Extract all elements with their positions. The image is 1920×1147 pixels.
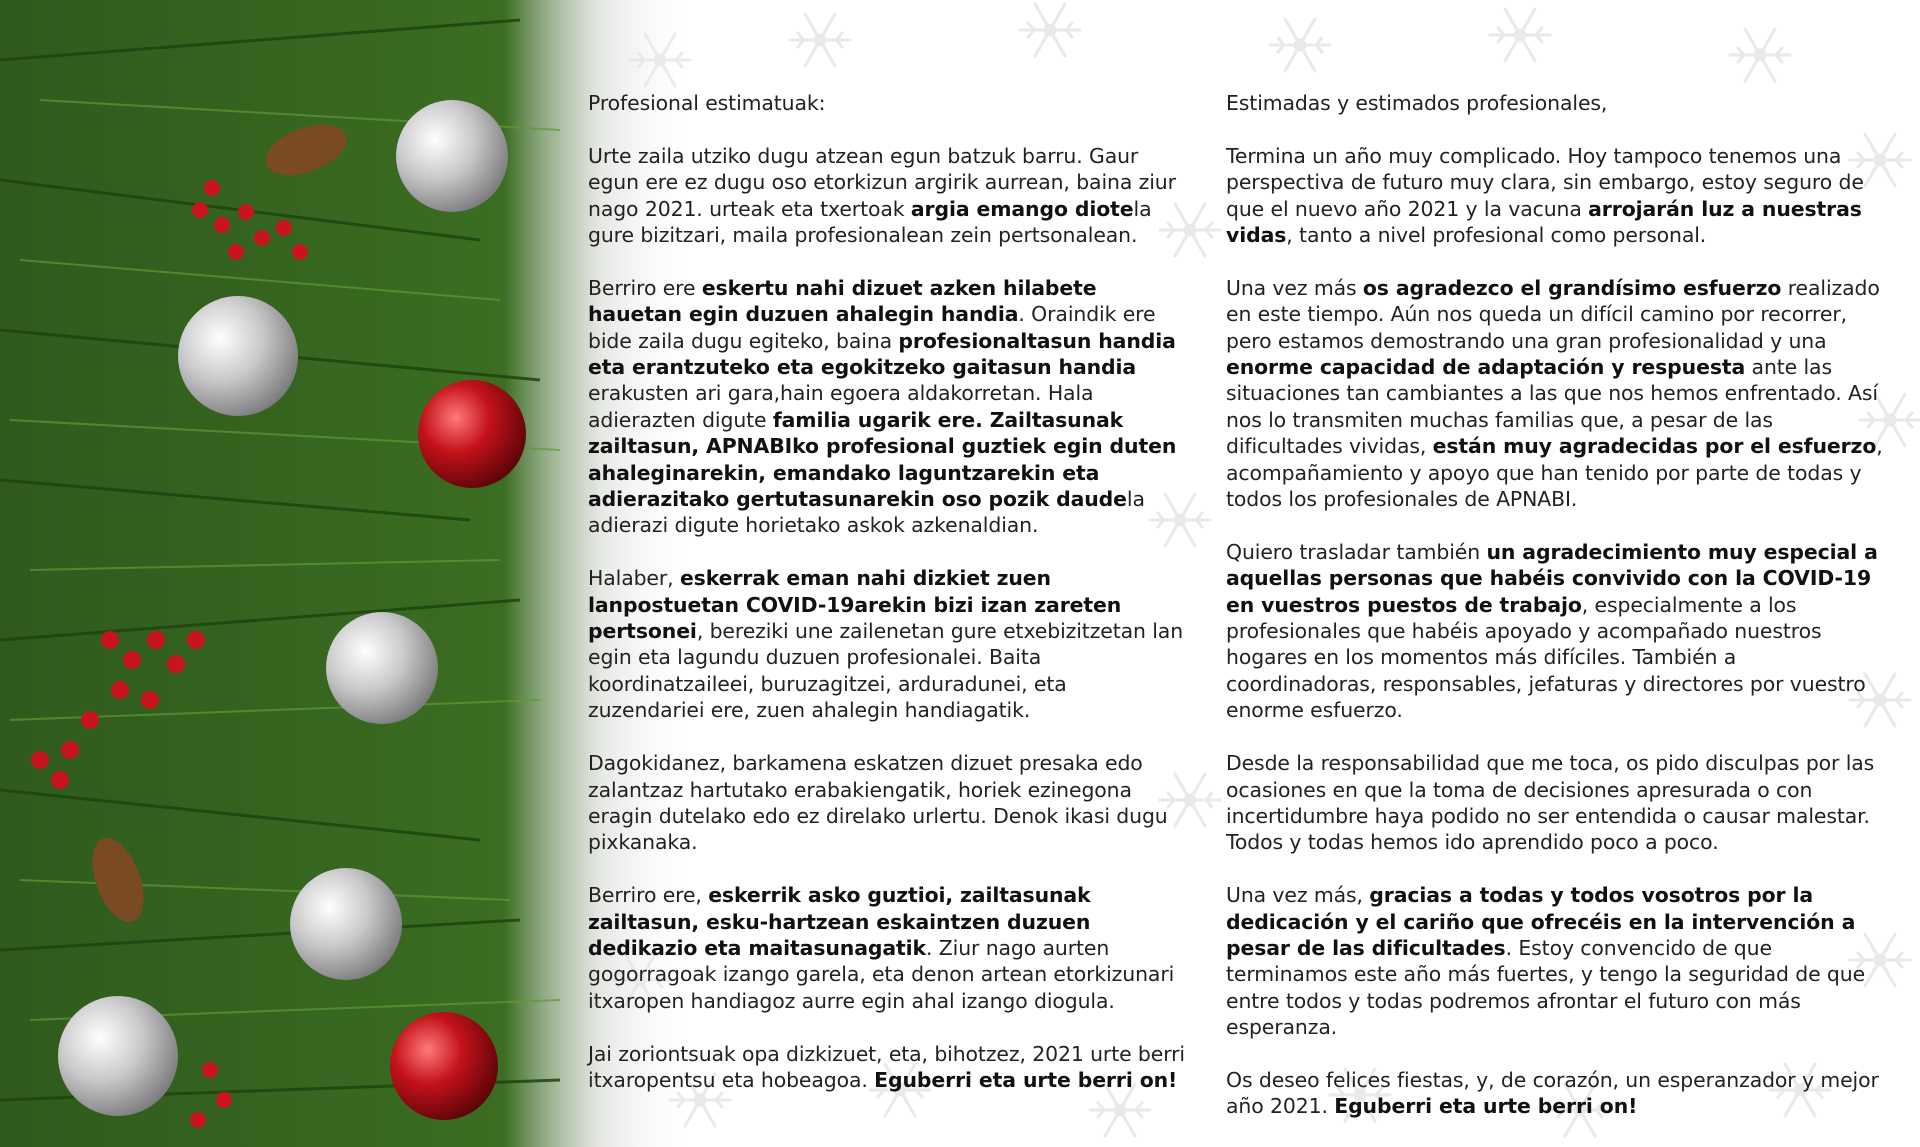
bold-text-run: eskerrak eman nahi dizkiet zuen lanpostuetan COVID-19arekin bizi izan zareten pertsonei [588, 566, 1122, 644]
text-run: Jai zoriontsuak opa dizkizuet, eta, bihotzez, 2021 urte berri itxaropentsu eta hobeagoa. [588, 1041, 1185, 1092]
basque-letter [588, 90, 1188, 1120]
spanish-paragraph-4 [1226, 750, 1886, 856]
silver-ornament [326, 612, 438, 724]
basque-paragraph-5 [588, 882, 1188, 1014]
spanish-paragraph-3 [1226, 539, 1886, 724]
spanish-paragraph-5 [1226, 882, 1886, 1040]
bold-text-run: eskertu nahi dizuet azken hilabete hauetan egin duzuen ahalegin handia [588, 275, 1097, 327]
spanish-paragraph-1 [1226, 143, 1886, 249]
text-run: Urte zaila utziko dugu atzean egun batzuk barru. Gaur egun ere ez dugu oso etorkizun argirik aurrean, baina ziur nago 2021. urteak eta txertoak [588, 143, 1176, 221]
silver-ornament [396, 100, 508, 212]
silver-ornament [290, 868, 402, 980]
spanish-paragraph-2 [1226, 275, 1886, 513]
bold-text-run: un agradecimiento muy especial a aquellas personas que habéis convivido con la COVID-19 en vuestros puestos de trabajo [1226, 539, 1878, 617]
text-run: Termina un año muy complicado. Hoy tampoco tenemos una perspectiva de futuro muy clara, sin embargo, estoy seguro de que el nuevo año 2021 y la vacuna [1226, 143, 1864, 221]
text-run: , bereziki une zailenetan gure etxebizitzetan lan egin eta lagundu duzuen profesionalei. Baita koordinatzaileei, buruzagitzei, arduradunei, eta zuzendariei ere, zuen ahalegin handiagatik. [588, 619, 1184, 723]
text-run: realizado en este tiempo. Aún nos queda un difícil camino por recorrer, pero estamos demostrando una gran profesionalidad y una [1226, 275, 1880, 353]
bold-text-run: están muy agradecidas por el esfuerzo [1432, 434, 1877, 459]
text-run: erakusten ari gara,hain egoera aldakorretan. Hala adierazten digute [588, 381, 1094, 432]
text-run: Berriro ere [588, 275, 702, 300]
text-run: . Estoy convencido de que terminamos este año más fuertes, y tengo la seguridad de que entre todos y todas podremos afrontar el futuro con más esperanza. [1226, 935, 1866, 1040]
text-run: la gure bizitzari, maila profesionalean zein pertsonalean. [588, 196, 1152, 248]
red-ornament [418, 380, 526, 488]
bold-text-run: eskerrik asko guztioi, zailtasunak zailtasun, esku-hartzean eskaintzen duzuen dedikazio eta maitasunagatik [588, 883, 1091, 960]
text-run: la adierazi digute horietako askok azkenaldian. [588, 487, 1145, 538]
silver-ornament [58, 996, 178, 1116]
basque-paragraph-4 [588, 750, 1188, 856]
text-run: , especialmente a los profesionales que habéis apoyado y acompañado nuestros hogares en los momentos más difíciles. También a coordinadoras, responsables, jefaturas y directores por vuestro enorme esfuerzo. [1226, 592, 1866, 723]
bold-text-run: profesionaltasun handia eta erantzuteko eta egokitzeko gaitasun handia [588, 328, 1176, 380]
text-run: , acompañamiento y apoyo que han tenido por parte de todas y todos los profesionales de APNABI. [1226, 434, 1883, 512]
text-run: Una vez más, [1226, 883, 1370, 908]
basque-paragraph-2 [588, 275, 1188, 539]
text-run: , tanto a nivel profesional como personal. [1286, 223, 1707, 248]
basque-paragraph-3 [588, 565, 1188, 723]
text-run: Berriro ere, [588, 883, 709, 908]
text-run: . Oraindik ere bide zaila dugu egiteko, baina [588, 302, 1156, 353]
basque-paragraph-6 [588, 1041, 1188, 1094]
red-ornament [390, 1012, 498, 1120]
text-run: Quiero trasladar también [1226, 539, 1487, 564]
bold-text-run: Eguberri eta urte berri on! [1334, 1094, 1638, 1119]
text-run: ante las situaciones tan cambiantes a las que nos hemos enfrentado. Así nos lo transmiten muchas familias que, a pesar de las dificultades vividas, [1226, 355, 1878, 459]
spanish-greeting: Estimadas y estimados profesionales, [1226, 91, 1608, 115]
bold-text-run: gracias a todas y todos vosotros por la dedicación y el cariño que ofrecéis en la intervención a pesar de las dificultades [1226, 883, 1856, 960]
bold-text-run: familia ugarik ere. Zailtasunak zailtasun, APNABIko profesional guztiek egin duten ahaleginarekin, emandako laguntzarekin eta adierazitako gertutasunarekin oso pozik daude [588, 407, 1177, 512]
bold-text-run: arrojarán luz a nuestras vidas [1226, 196, 1862, 248]
spanish-paragraph-6 [1226, 1067, 1886, 1120]
basque-greeting: Profesional estimatuak: [588, 91, 826, 115]
spanish-letter [1226, 90, 1886, 1146]
text-run: Os deseo felices fiestas, y, de corazón, un esperanzador y mejor año 2021. [1226, 1067, 1879, 1119]
text-run: Desde la responsabilidad que me toca, os pido disculpas por las ocasiones en que la toma de decisiones apresurada o con incertidumbre haya podido no ser entendida o causar malestar. Todos y todas hemos ido aprendido poco a poco. [1226, 751, 1875, 855]
text-run: Halaber, [588, 566, 680, 591]
basque-paragraph-1 [588, 143, 1188, 249]
silver-ornament [178, 296, 298, 416]
text-run: Dagokidanez, barkamena eskatzen dizuet presaka edo zalantzaz hartutako erabakiengatik, horiek ezinegona eragin dutelako edo ez direlako urlertu. Denok ikasi dugu pixkanaka. [588, 751, 1168, 855]
bold-text-run: Eguberri eta urte berri on! [874, 1067, 1178, 1092]
bold-text-run: os agradezco el grandísimo esfuerzo [1362, 275, 1782, 300]
text-run: . Ziur nago aurten gogorragoak izango garela, eta denon artean etorkizunari itxaropen handiagoz aurre egin ahal izango diogula. [588, 935, 1175, 1013]
bold-text-run: enorme capacidad de adaptación y respuesta [1226, 355, 1746, 380]
text-run: Una vez más [1226, 275, 1363, 300]
bold-text-run: argia emango diote [910, 196, 1134, 221]
